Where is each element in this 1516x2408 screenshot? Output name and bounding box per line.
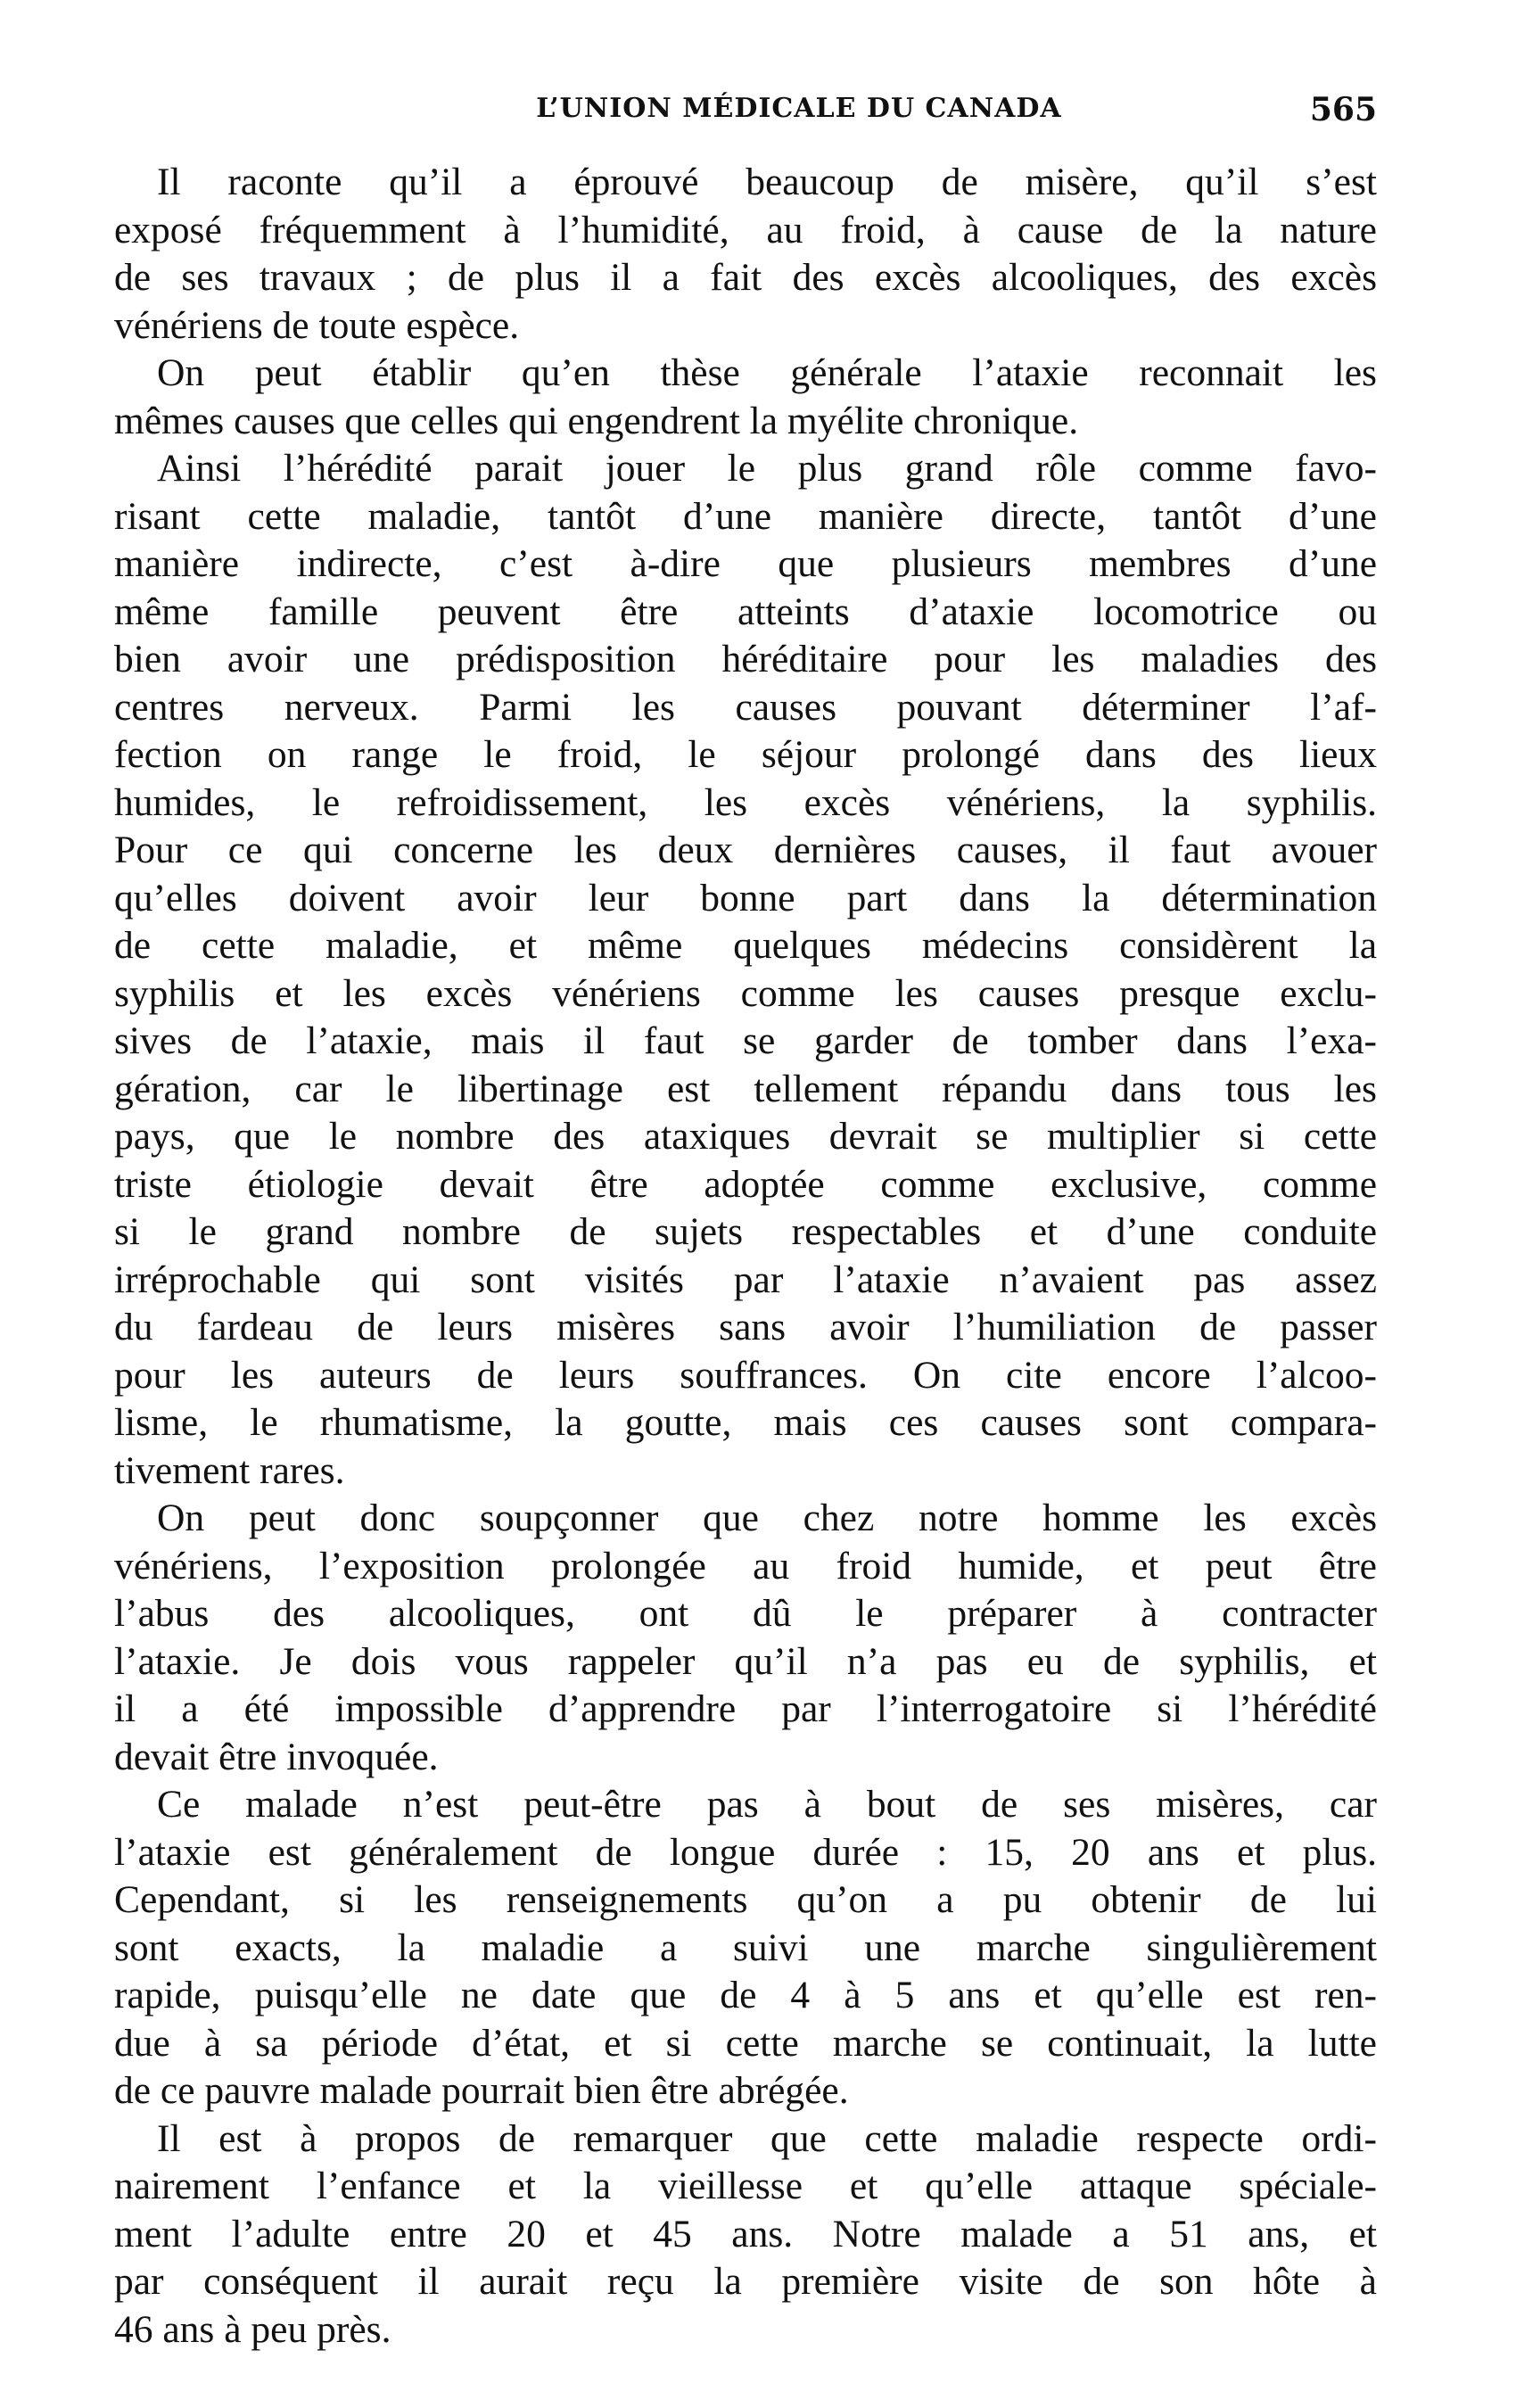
text-line: bien avoir une prédisposition héréditaire pour les maladies des <box>114 638 1377 680</box>
text-line: même famille peuvent être atteints d’ataxie locomotrice ou <box>114 590 1377 633</box>
text-line: vénériens de toute espèce. <box>114 303 520 347</box>
text-line: triste étiologie devait être adoptée comme exclusive, comme <box>114 1162 1377 1206</box>
text-line: nairement l’enfance et la vieillesse et qu’elle attaque spéciale- <box>114 2165 1377 2207</box>
paragraph <box>114 445 1377 1495</box>
paragraph <box>114 350 1377 445</box>
text-line: l’ataxie. Je dois vous rappeler qu’il n’a pas eu de syphilis, et <box>114 1639 1377 1683</box>
text-line: 46 ans à peu près. <box>114 2307 391 2351</box>
text-line: par conséquent il aurait reçu la première visite de son hôte à <box>114 2260 1377 2303</box>
text-line: du fardeau de leurs misères sans avoir l’humiliation de passer <box>114 1306 1377 1348</box>
body-text <box>114 159 1377 2354</box>
text-line: vénériens, l’exposition prolongée au froid humide, et peut être <box>114 1544 1377 1587</box>
paragraph <box>114 159 1377 350</box>
text-line: qu’elles doivent avoir leur bonne part dans la détermination <box>114 876 1377 919</box>
text-line: Il est à propos de remarquer que cette maladie respecte ordi- <box>157 2116 1377 2160</box>
text-line: l’abus des alcooliques, ont dû le préparer à contracter <box>114 1592 1377 1635</box>
text-line: centres nerveux. Parmi les causes pouvant déterminer l’af- <box>114 685 1377 729</box>
text-line: rapide, puisqu’elle ne date que de 4 à 5 ans et qu’elle est ren- <box>114 1974 1377 2016</box>
text-line: exposé fréquemment à l’humidité, au froid, à cause de la nature <box>114 208 1377 252</box>
text-line: irréprochable qui sont visités par l’ataxie n’avaient pas assez <box>114 1258 1377 1301</box>
text-line: Ce malade n’est peut-être pas à bout de ses misères, car <box>157 1783 1377 1826</box>
text-line: devait être invoquée. <box>114 1735 439 1778</box>
text-line: l’ataxie est généralement de longue durée : 15, 20 ans et plus. <box>114 1830 1377 1874</box>
text-line: mêmes causes que celles qui engendrent la myélite chronique. <box>114 399 1079 442</box>
running-title: L’UNION MÉDICALE DU CANADA <box>536 93 1062 124</box>
paragraph <box>114 1781 1377 2115</box>
page-number: 565 <box>1309 91 1377 128</box>
text-line: humides, le refroidissement, les excès vénériens, la syphilis. <box>114 780 1377 824</box>
page-content <box>114 86 1377 2354</box>
text-line: syphilis et les excès vénériens comme les causes presque exclu- <box>114 971 1377 1015</box>
paragraph <box>114 1495 1377 1781</box>
text-line: tivement rares. <box>114 1448 345 1492</box>
text-line: sives de l’ataxie, mais il faut se garder de tomber dans l’exa- <box>114 1019 1377 1062</box>
text-line: On peut établir qu’en thèse générale l’ataxie reconnait les <box>157 351 1377 394</box>
text-line: On peut donc soupçonner que chez notre homme les excès <box>157 1497 1377 1539</box>
text-line: fection on range le froid, le séjour prolongé dans des lieux <box>114 733 1377 776</box>
text-line: lisme, le rhumatisme, la goutte, mais ces causes sont compara- <box>114 1401 1377 1444</box>
text-line: Ainsi l’hérédité parait jouer le plus grand rôle comme favo- <box>157 447 1377 490</box>
text-line: de ce pauvre malade pourrait bien être abrégée. <box>114 2069 849 2112</box>
text-line: Cependant, si les renseignements qu’on a pu obtenir de lui <box>114 1878 1377 1921</box>
text-line: si le grand nombre de sujets respectables et d’une conduite <box>114 1210 1377 1253</box>
text-line: gération, car le libertinage est tellement répandu dans tous les <box>114 1067 1377 1110</box>
text-line: manière indirecte, c’est à-dire que plusieurs membres d’une <box>114 542 1377 585</box>
text-line: Pour ce qui concerne les deux dernières causes, il faut avouer <box>114 829 1377 871</box>
text-line: de ses travaux ; de plus il a fait des excès alcooliques, des excès <box>114 256 1377 299</box>
text-line: ment l’adulte entre 20 et 45 ans. Notre malade a 51 ans, et <box>114 2212 1377 2255</box>
running-header <box>114 86 1377 139</box>
text-line: il a été impossible d’apprendre par l’interrogatoire si l’hérédité <box>114 1687 1377 1730</box>
text-line: risant cette maladie, tantôt d’une manière directe, tantôt d’une <box>114 494 1377 538</box>
paragraph <box>114 2115 1377 2354</box>
text-line: due à sa période d’état, et si cette marche se continuait, la lutte <box>114 2021 1377 2065</box>
text-line: Il raconte qu’il a éprouvé beaucoup de misère, qu’il s’est <box>157 161 1377 203</box>
text-line: pour les auteurs de leurs souffrances. On cite encore l’alcoo- <box>114 1353 1377 1397</box>
text-line: pays, que le nombre des ataxiques devrait se multiplier si cette <box>114 1115 1377 1158</box>
text-line: sont exacts, la maladie a suivi une marche singulièrement <box>114 1926 1377 1969</box>
text-line: de cette maladie, et même quelques médecins considèrent la <box>114 924 1377 967</box>
